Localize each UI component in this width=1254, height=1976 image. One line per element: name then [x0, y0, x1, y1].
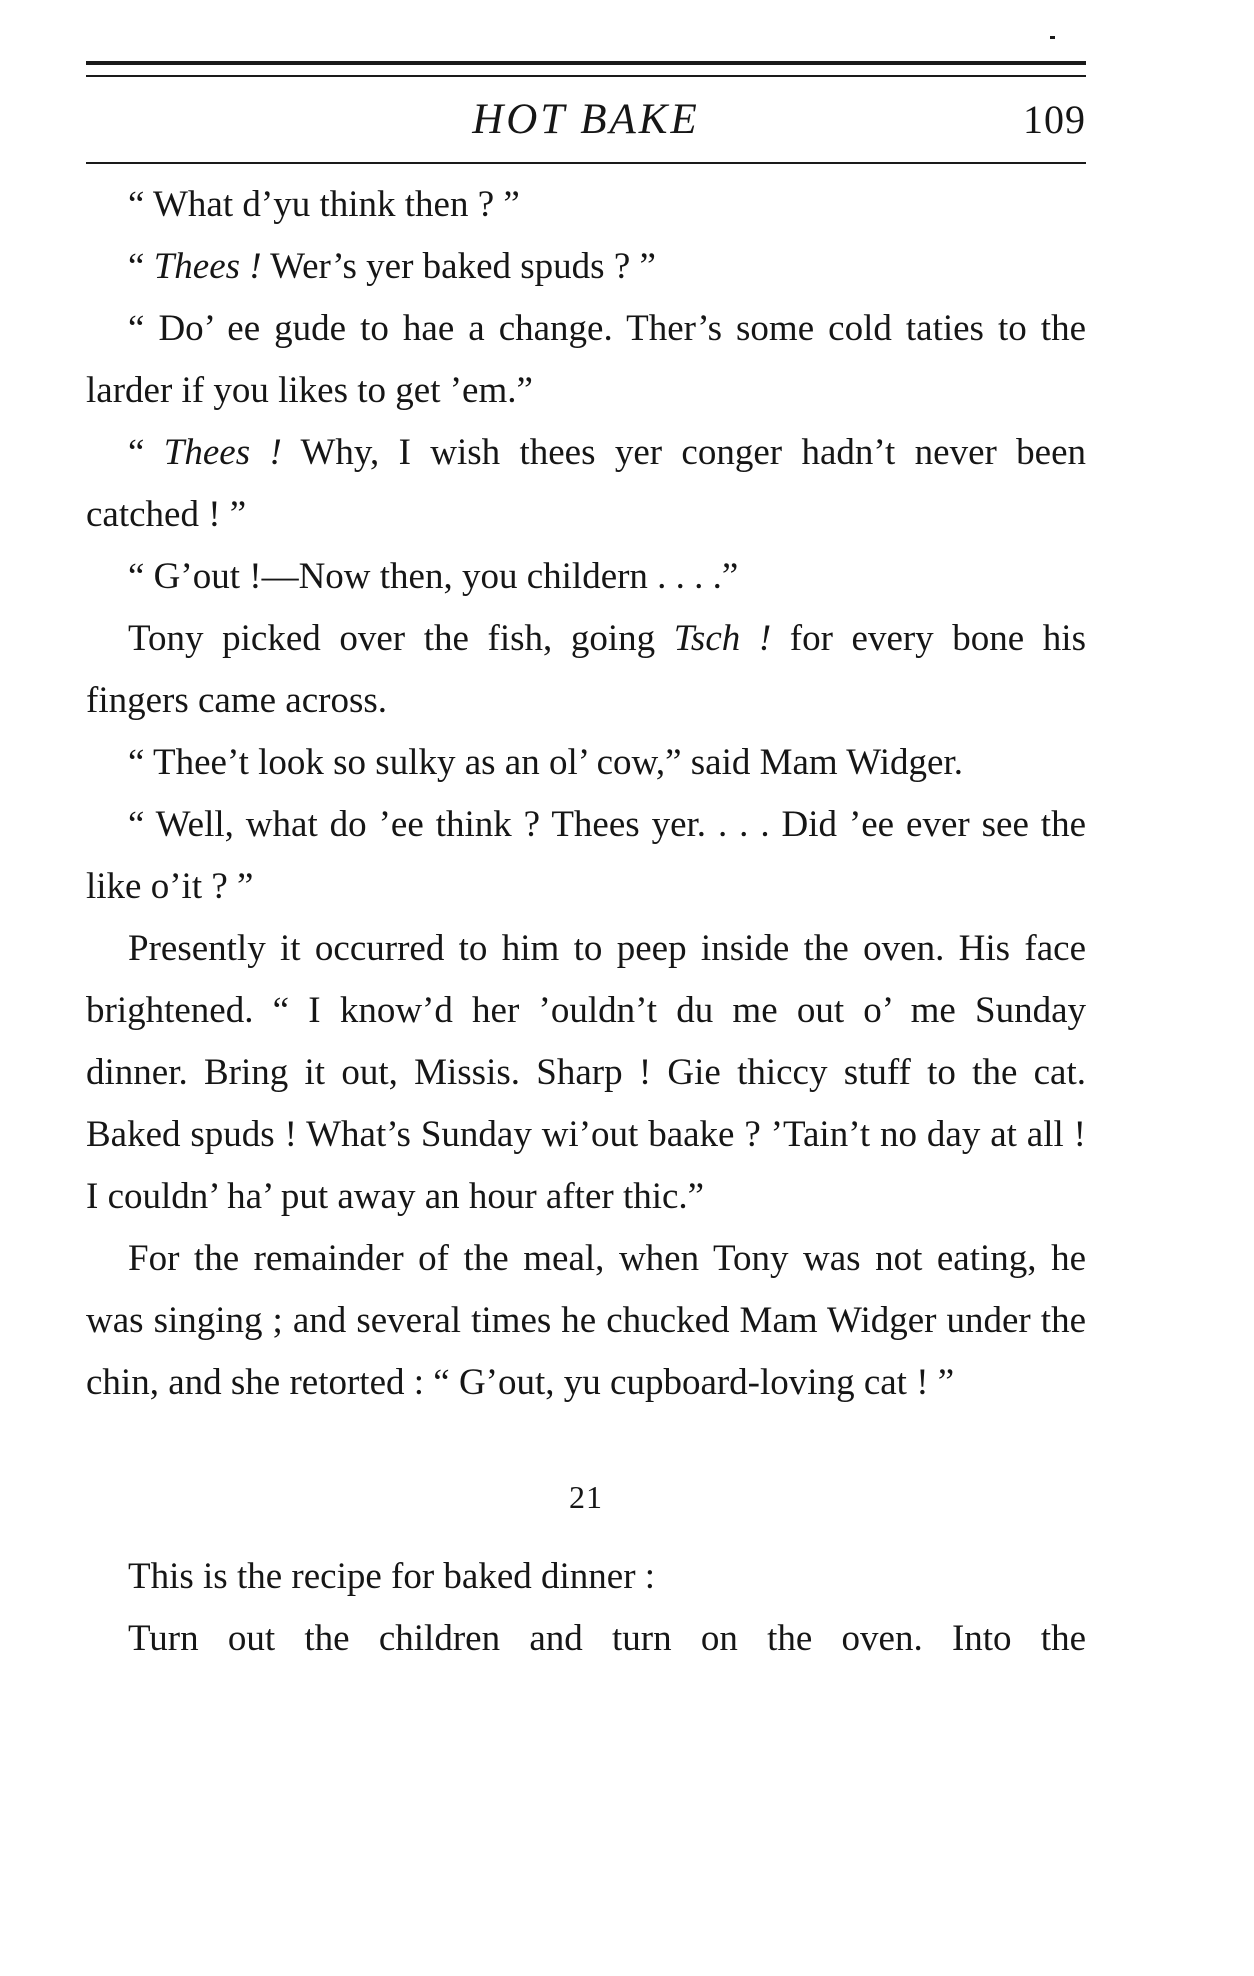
text-run: For the remainder of the meal, when Tony was not eating, he was singing ; and several times he chucked Mam Widger under the chin, and she retorted : “ G’out, yu cupboard-loving cat ! ” — [86, 1238, 1086, 1403]
section-lead-paragraph: This is the recipe for baked dinner : — [128, 1556, 656, 1597]
text-run: Tony picked over the fish, going — [128, 618, 674, 659]
text-run: “ — [128, 432, 164, 473]
text-run: “ Do’ ee gude to hae a change. Ther’s some cold taties to the larder if you likes to get ’em.” — [86, 308, 1086, 411]
text-run: “ G’out !—Now then, you childern . . . .” — [128, 556, 739, 597]
paragraph-list — [86, 174, 1086, 1414]
paragraph — [86, 546, 1086, 608]
header-rule-bottom — [86, 162, 1086, 164]
italic-text: Tsch ! — [673, 618, 772, 659]
body-text — [86, 174, 1086, 1670]
text-run: “ What d’yu think then ? ” — [128, 184, 520, 225]
text-run: “ Well, what do ’ee think ? Thees yer. . . . Did ’ee ever see the like o’it ? ” — [86, 804, 1086, 907]
text-run: “ Thee’t look so sulky as an ol’ cow,” said Mam Widger. — [128, 742, 963, 783]
paragraph — [86, 174, 1086, 236]
header-rule-thin — [86, 75, 1086, 77]
running-head — [86, 92, 1086, 152]
page-number: 109 — [1023, 97, 1086, 142]
paragraph — [86, 1228, 1086, 1414]
section-continuing-line: Turn out the children and turn on the oven. Into the — [128, 1618, 1086, 1659]
page-speck — [1050, 36, 1055, 39]
paragraph — [86, 794, 1086, 918]
italic-text: Thees ! — [153, 246, 262, 287]
paragraph — [86, 236, 1086, 298]
header-rule-thick — [86, 61, 1086, 65]
paragraph — [86, 608, 1086, 732]
running-title: HOT BAKE — [472, 96, 700, 143]
text-run: “ — [128, 246, 154, 287]
section-number: 21 — [569, 1479, 603, 1515]
text-run: Presently it occurred to him to peep inside the oven. His face brightened. “ I know’d her ’ouldn’t du me out o’ me Sunday dinner. Bring it out, Missis. Sharp ! Gie thiccy stuff to the cat. Baked spuds ! What’s Sunday wi’out baake ? ’Tain’t no day at all ! I couldn’ ha’ put away an hour after thic.” — [86, 928, 1086, 1217]
paragraph — [86, 918, 1086, 1228]
text-run: for every bone his fingers came across. — [86, 618, 1086, 721]
paragraph — [86, 732, 1086, 794]
paragraph — [86, 422, 1086, 546]
text-run: Wer’s yer baked spuds ? ” — [261, 246, 656, 287]
italic-text: Thees ! — [163, 432, 282, 473]
text-run: Why, I wish thees yer conger hadn’t never been catched ! ” — [86, 432, 1086, 535]
paragraph — [86, 298, 1086, 422]
